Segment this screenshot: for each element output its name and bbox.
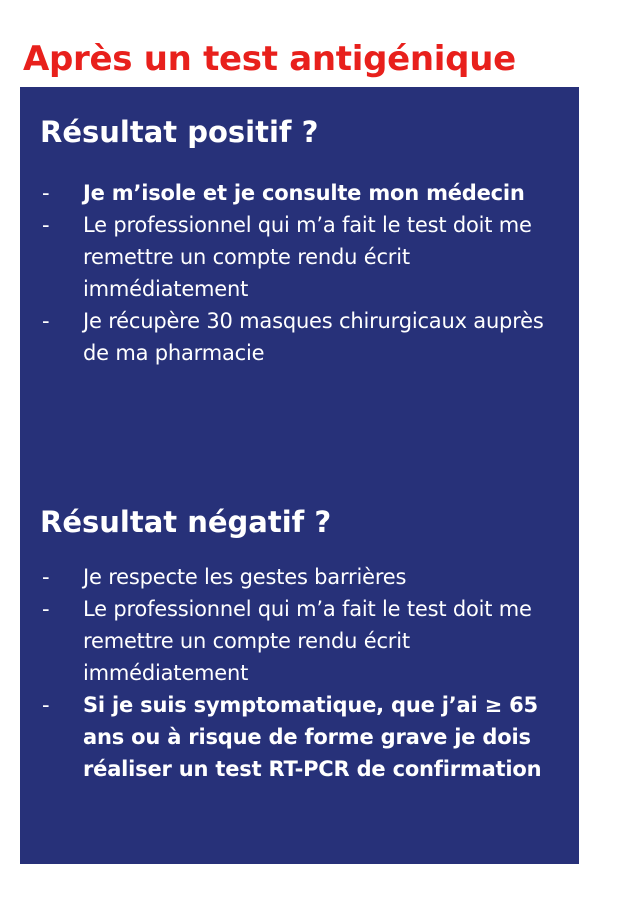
list-item — [20, 305, 579, 369]
list-item-text: Je récupère 30 masques chirurgicaux auprès de ma pharmacie — [83, 309, 544, 365]
bullet-dash: - — [42, 181, 50, 205]
list-item — [20, 209, 579, 305]
list-item-text: Je m’isole et je consulte mon médecin — [83, 181, 525, 205]
bullet-dash: - — [42, 597, 50, 621]
negative-result-list — [20, 561, 579, 785]
list-item — [20, 593, 579, 689]
list-item-text: Si je suis symptomatique, que j’ai ≥ 65 ans ou à risque de forme grave je dois réaliser un test RT-PCR de confirmation — [83, 693, 542, 781]
list-item — [20, 177, 579, 209]
page-title: Après un test antigénique — [23, 39, 516, 79]
list-item — [20, 689, 579, 785]
info-panel — [20, 87, 579, 864]
list-item-text: Le professionnel qui m’a fait le test doit me remettre un compte rendu écrit immédiatement — [83, 213, 532, 301]
positive-result-list — [20, 177, 579, 369]
positive-result-heading: Résultat positif ? — [40, 115, 319, 149]
list-item-text: Le professionnel qui m’a fait le test doit me remettre un compte rendu écrit immédiatement — [83, 597, 532, 685]
list-item — [20, 561, 579, 593]
list-item-text: Je respecte les gestes barrières — [83, 565, 407, 589]
bullet-dash: - — [42, 693, 50, 717]
bullet-dash: - — [42, 213, 50, 237]
bullet-dash: - — [42, 565, 50, 589]
negative-result-heading: Résultat négatif ? — [40, 505, 332, 539]
bullet-dash: - — [42, 309, 50, 333]
